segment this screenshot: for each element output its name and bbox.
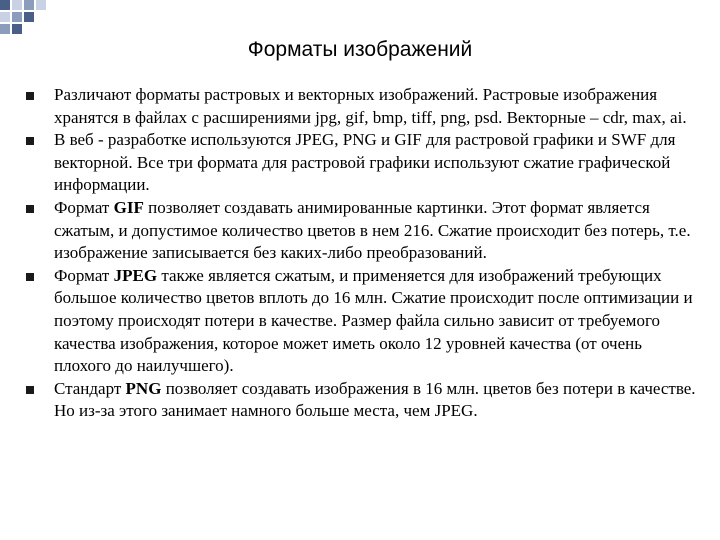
square-bullet-icon: [26, 273, 34, 281]
format-name-png: PNG: [125, 378, 162, 398]
bullet-item: [24, 378, 696, 423]
format-name-jpeg: JPEG: [113, 265, 158, 285]
corner-square: [12, 12, 22, 22]
bullet-text-part: позволяет создавать анимированные картинки. Этот формат является сжатым, и допустимое количество цветов в нем 216. Сжатие происходит без потерь, т.е. изображение записывается без каких-либо преобразований.: [54, 197, 691, 263]
square-bullet-icon: [26, 386, 34, 394]
bullet-item: [24, 129, 696, 197]
square-bullet-icon: [26, 205, 34, 213]
bullet-text-part: позволяет создавать изображения в 16 млн. цветов без потери в качестве. Но из-за этого занимает намного больше места, чем JPEG.: [54, 378, 696, 421]
bullet-text: [54, 266, 693, 375]
bullet-item: [24, 84, 696, 129]
bullet-item: [24, 265, 696, 378]
slide-title: Форматы изображений: [247, 38, 473, 61]
bullet-text-part: Формат: [54, 265, 114, 285]
corner-square: [24, 12, 34, 22]
corner-square: [12, 0, 22, 10]
bullet-text: [54, 379, 696, 421]
bullet-text-part: Формат: [54, 197, 114, 217]
bullet-list: [24, 84, 696, 423]
bullet-text-part: Стандарт: [54, 378, 126, 398]
bullet-text: [54, 198, 691, 262]
bullet-item: [24, 197, 696, 265]
corner-decoration: [0, 0, 60, 40]
corner-square: [24, 0, 34, 10]
corner-square: [12, 24, 22, 34]
bullet-text-part: также является сжатым, и применяется для изображений требующих большое количество цветов вплоть до 16 млн. Сжатие происходит после оптимизации и поэтому происходят потери в качестве. Размер файла сильно зависит от требуемого качества изображения, которое может иметь около 12 уровней качества (от очень плохого до наилучшего).: [54, 265, 693, 376]
corner-square: [0, 0, 10, 10]
square-bullet-icon: [26, 92, 34, 100]
corner-square: [36, 0, 46, 10]
corner-square: [0, 12, 10, 22]
format-name-gif: GIF: [113, 197, 144, 217]
bullet-text: В веб - разработке используются JPEG, PNG и GIF для растровой графики и SWF для векторной. Все три формата для растровой графики используют сжатие графической информации.: [54, 130, 676, 195]
bullet-text: Различают форматы растровых и векторных изображений. Растровые изображения хранятся в файлах с расширениями jpg, gif, bmp, tiff, png, psd. Векторные – cdr, max, ai.: [54, 85, 687, 127]
corner-square: [0, 24, 10, 34]
square-bullet-icon: [26, 137, 34, 145]
